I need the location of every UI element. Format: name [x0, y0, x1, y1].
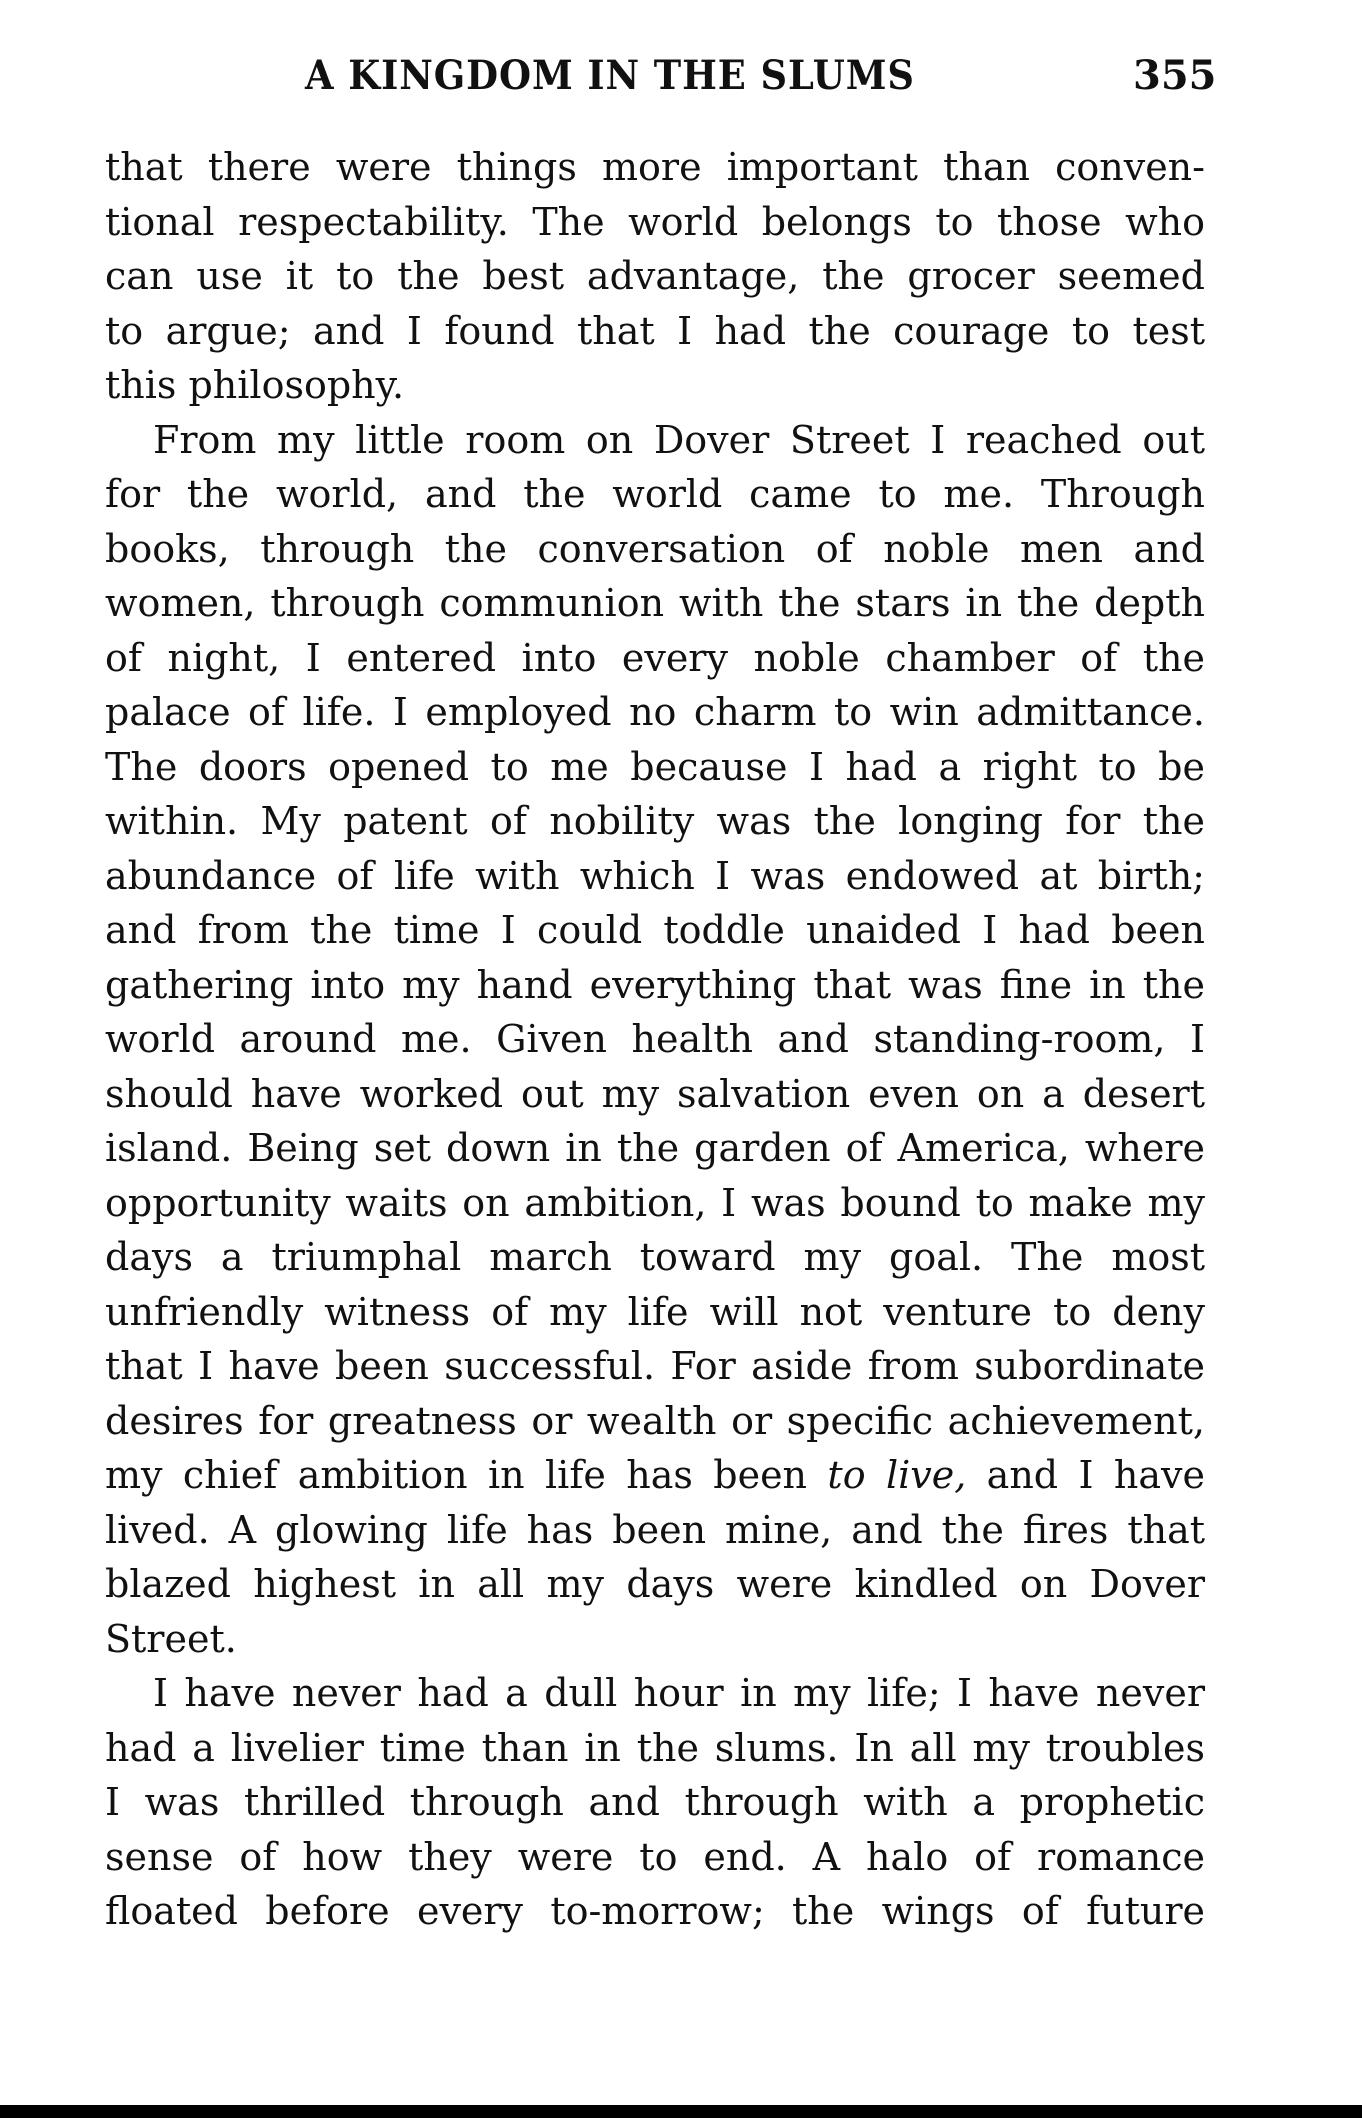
running-head: [0, 52, 1362, 112]
page-number: 355: [1133, 52, 1217, 99]
text-line: I have never had a dull hour in my life; I have never: [153, 1671, 1205, 1715]
text-line: that there were things more important than conven-: [105, 145, 1205, 189]
text-line-with-italic: [105, 1448, 1205, 1503]
text-line: that I have been successful. For aside from subordinate: [105, 1344, 1205, 1388]
text-line: opportunity waits on ambition, I was bound to make my: [105, 1180, 1205, 1225]
text-line: island. Being set down in the garden of America, where: [105, 1126, 1205, 1170]
text-line: From my little room on Dover Street I reached out: [153, 417, 1205, 462]
paragraph-1: [105, 140, 1205, 413]
text-line: of night, I entered into every noble chamber of the: [105, 635, 1205, 680]
text-line: should have worked out my salvation even on a desert: [105, 1071, 1205, 1116]
text-line: I was thrilled through and through with a prophetic: [105, 1780, 1205, 1824]
scan-edge-bar: [0, 2105, 1362, 2118]
text-line: sense of how they were to end. A halo of romance: [105, 1834, 1205, 1879]
text-line: palace of life. I employed no charm to win admittance.: [105, 690, 1205, 734]
text-segment: my chief ambition in life has been: [105, 1453, 808, 1497]
text-line: and from the time I could toddle unaided I had been: [105, 908, 1205, 952]
text-line: to argue; and I found that I had the courage to test: [105, 308, 1205, 353]
text-line: had a livelier time than in the slums. In all my troubles: [105, 1725, 1205, 1770]
body-text: [105, 140, 1205, 1939]
italic-emphasis: to live,: [827, 1453, 967, 1497]
text-line: world around me. Given health and standing-room, I: [105, 1017, 1205, 1061]
text-line: gathering into my hand everything that was fine in the: [105, 962, 1205, 1007]
text-line: lived. A glowing life has been mine, and the fires that: [105, 1507, 1205, 1552]
text-line: women, through communion with the stars in the depth: [105, 581, 1205, 625]
text-line: within. My patent of nobility was the longing for the: [105, 799, 1205, 843]
text-line: desires for greatness or wealth or specific achievement,: [105, 1398, 1205, 1443]
text-line: for the world, and the world came to me. Through: [105, 472, 1205, 516]
text-line: Street.: [105, 1616, 237, 1661]
paragraph-2: [105, 413, 1205, 1667]
text-line: floated before every to-morrow; the wings of future: [105, 1889, 1205, 1933]
text-line: this philosophy.: [105, 363, 405, 407]
text-line: abundance of life with which I was endowed at birth;: [105, 853, 1205, 898]
text-line: unfriendly witness of my life will not venture to deny: [105, 1289, 1205, 1334]
text-segment: and I have: [986, 1453, 1205, 1497]
running-title: A KINGDOM IN THE SLUMS: [305, 52, 915, 99]
text-line: days a triumphal march toward my goal. The most: [105, 1235, 1205, 1279]
text-line: tional respectability. The world belongs to those who: [105, 199, 1205, 244]
text-line: can use it to the best advantage, the grocer seemed: [105, 254, 1205, 298]
paragraph-3: [105, 1666, 1205, 1939]
text-line: The doors opened to me because I had a right to be: [105, 744, 1205, 789]
text-line: books, through the conversation of noble men and: [105, 526, 1205, 571]
text-line: blazed highest in all my days were kindled on Dover: [105, 1562, 1205, 1606]
